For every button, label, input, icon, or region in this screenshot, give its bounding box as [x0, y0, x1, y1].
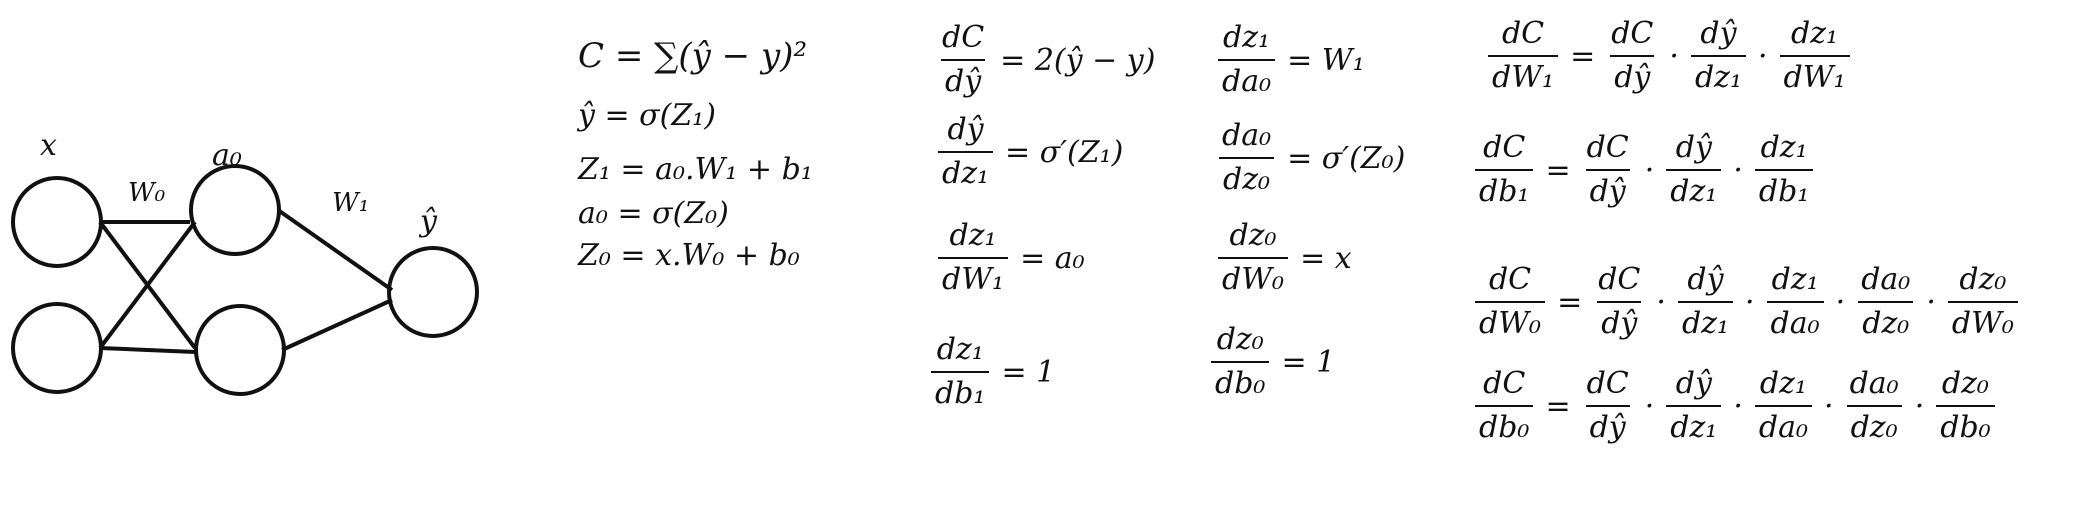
fraction-numerator: dC	[942, 20, 985, 55]
edge-x2-h2	[100, 348, 195, 352]
deriv-rhs: = σ′(Z₀)	[1287, 140, 1406, 176]
equals-sign: =	[1557, 284, 1583, 320]
fraction-denominator: db₁	[1755, 169, 1813, 210]
fraction	[1218, 118, 1275, 198]
chain-lhs-fraction	[1475, 130, 1533, 210]
fraction-denominator: dW₁	[1780, 55, 1850, 96]
chain-factor-fraction	[1755, 366, 1812, 446]
fraction-denominator: dz₀	[1858, 301, 1913, 342]
fraction-numerator: dz₁	[949, 218, 997, 253]
fraction-numerator: dz₀	[1216, 322, 1264, 357]
chain-factor-fraction	[1948, 262, 2018, 342]
deriv-dz1-db1	[928, 332, 1064, 412]
fraction-numerator: dŷ	[1675, 366, 1712, 401]
fraction-numerator: dŷ	[1687, 262, 1724, 297]
fraction-numerator: dz₁	[1223, 20, 1271, 55]
fraction-denominator: dŷ	[1586, 405, 1630, 446]
fraction-numerator: dC	[1483, 130, 1526, 165]
equals-sign: =	[1570, 38, 1596, 74]
input-node-2	[13, 304, 101, 392]
definition-cost: C = ∑(ŷ − y)²	[578, 36, 808, 76]
fraction	[1211, 322, 1269, 402]
fraction-denominator: dz₁	[938, 151, 993, 192]
chain-factor-fraction	[1767, 262, 1824, 342]
fraction-numerator: dC	[1488, 262, 1532, 297]
fraction-denominator: dW₀	[1218, 257, 1288, 298]
input-node-1	[13, 178, 101, 266]
input-label: x	[40, 128, 57, 163]
chain-factor-fraction	[1594, 262, 1644, 342]
fraction-numerator: dz₀	[1941, 366, 1989, 401]
chain-factor-fraction	[1583, 366, 1633, 446]
chain-lhs-fraction	[1475, 262, 1545, 342]
multiply-dot: ·	[1757, 38, 1768, 74]
multiply-dot: ·	[1644, 388, 1655, 424]
multiply-dot: ·	[1914, 388, 1925, 424]
fraction-numerator: dŷ	[1700, 16, 1737, 51]
fraction-denominator: dW₁	[938, 257, 1008, 298]
fraction-numerator: dC	[1586, 130, 1629, 165]
edge-h1-out	[278, 210, 392, 290]
fraction-numerator: dŷ	[1675, 130, 1712, 165]
fraction-denominator: dŷ	[1610, 55, 1654, 96]
chain-factor-fraction	[1583, 130, 1633, 210]
fraction-denominator: dŷ	[1586, 169, 1630, 210]
fraction-numerator: da₀	[1222, 118, 1272, 153]
chain-factor-fraction	[1936, 366, 1994, 446]
fraction	[938, 112, 993, 192]
deriv-rhs: = σ′(Z₁)	[1005, 134, 1124, 170]
chain-factor-fraction	[1846, 366, 1903, 446]
fraction-denominator: da₀	[1755, 405, 1812, 446]
fraction-numerator: dz₁	[1759, 366, 1807, 401]
equals-sign: =	[1545, 152, 1571, 188]
chain-factor-fraction	[1691, 16, 1746, 96]
deriv-dz0-db0	[1208, 322, 1344, 402]
fraction-numerator: dz₁	[1771, 262, 1819, 297]
fraction-numerator: dz₁	[1760, 130, 1808, 165]
multiply-dot: ·	[1744, 284, 1755, 320]
fraction-numerator: dz₁	[1791, 16, 1839, 51]
deriv-dc-dyhat	[935, 20, 1164, 100]
fraction-denominator: dŷ	[1597, 301, 1641, 342]
fraction-denominator: dz₁	[1691, 55, 1746, 96]
fraction	[931, 332, 989, 412]
fraction-denominator: dŷ	[941, 59, 985, 100]
fraction-denominator: dW₁	[1488, 55, 1558, 96]
multiply-dot: ·	[1644, 152, 1655, 188]
fraction-denominator: db₁	[1475, 169, 1533, 210]
fraction-numerator: dC	[1598, 262, 1641, 297]
fraction-denominator: dz₁	[1666, 169, 1721, 210]
fraction-numerator: dz₁	[936, 332, 984, 367]
equals-sign: =	[1545, 388, 1571, 424]
fraction-numerator: dŷ	[947, 112, 984, 147]
fraction	[1218, 218, 1288, 298]
deriv-dz1-da0	[1215, 20, 1374, 100]
fraction-numerator: da₀	[1861, 262, 1911, 297]
fraction-denominator: da₀	[1218, 59, 1275, 100]
fraction-denominator: dz₀	[1219, 157, 1274, 198]
chain-rule-dc-dw1	[1485, 16, 1853, 96]
deriv-dz1-dw1	[935, 218, 1094, 298]
w0-label: W₀	[128, 178, 166, 208]
fraction-denominator: dz₀	[1847, 405, 1902, 446]
fraction-numerator: dz₀	[1959, 262, 2007, 297]
deriv-rhs: = 1	[1281, 344, 1336, 380]
chain-rule-dc-db0	[1472, 366, 1998, 446]
fraction-denominator: dz₁	[1678, 301, 1733, 342]
output-node	[389, 248, 477, 336]
edge-h2-out	[282, 300, 392, 350]
hidden-label: a₀	[212, 138, 242, 173]
fraction-denominator: db₁	[931, 371, 989, 412]
chain-rule-dc-db1	[1472, 130, 1816, 210]
output-label: ŷ	[420, 204, 437, 239]
fraction-denominator: dz₁	[1666, 405, 1721, 446]
fraction-numerator: dC	[1611, 16, 1654, 51]
chain-factor-fraction	[1857, 262, 1914, 342]
deriv-rhs: = x	[1300, 240, 1352, 276]
chain-factor-fraction	[1755, 130, 1813, 210]
multiply-dot: ·	[1824, 388, 1834, 424]
deriv-rhs: = a₀	[1020, 240, 1085, 276]
deriv-da0-dz0	[1215, 118, 1414, 198]
definition-a0: a₀ = σ(Z₀)	[578, 196, 729, 231]
fraction-denominator: da₀	[1767, 301, 1824, 342]
hidden-node-2	[196, 306, 284, 394]
chain-lhs-fraction	[1488, 16, 1558, 96]
w1-label: W₁	[332, 188, 370, 218]
fraction-denominator: db₀	[1211, 361, 1269, 402]
multiply-dot: ·	[1926, 284, 1936, 320]
deriv-dz0-dw0	[1215, 218, 1361, 298]
deriv-rhs: = 2(ŷ − y)	[1000, 42, 1156, 78]
fraction	[938, 20, 988, 100]
fraction	[938, 218, 1008, 298]
fraction	[1218, 20, 1275, 100]
chain-factor-fraction	[1607, 16, 1657, 96]
multiply-dot: ·	[1733, 152, 1743, 188]
chain-factor-fraction	[1678, 262, 1733, 342]
fraction-numerator: da₀	[1849, 366, 1899, 401]
multiply-dot: ·	[1656, 284, 1666, 320]
multiply-dot: ·	[1669, 38, 1679, 74]
definition-z0: Z₀ = x.W₀ + b₀	[578, 238, 800, 273]
deriv-rhs: = W₁	[1287, 42, 1365, 78]
definition-z1: Z₁ = a₀.W₁ + b₁	[578, 152, 813, 187]
chain-factor-fraction	[1780, 16, 1850, 96]
fraction-denominator: db₀	[1936, 405, 1994, 446]
fraction-numerator: dz₀	[1229, 218, 1277, 253]
definition-yhat: ŷ = σ(Z₁)	[578, 98, 716, 133]
fraction-denominator: dW₀	[1475, 301, 1545, 342]
fraction-denominator: dW₀	[1948, 301, 2018, 342]
chain-factor-fraction	[1666, 130, 1721, 210]
chain-factor-fraction	[1666, 366, 1721, 446]
multiply-dot: ·	[1733, 388, 1743, 424]
multiply-dot: ·	[1835, 284, 1846, 320]
chain-rule-dc-dw0	[1472, 262, 2021, 342]
deriv-rhs: = 1	[1001, 354, 1056, 390]
fraction-numerator: dC	[1586, 366, 1629, 401]
fraction-numerator: dC	[1483, 366, 1526, 401]
deriv-dyhat-dz1	[935, 112, 1132, 192]
hidden-node-1	[191, 166, 279, 254]
fraction-denominator: db₀	[1475, 405, 1533, 446]
fraction-numerator: dC	[1501, 16, 1545, 51]
chain-lhs-fraction	[1475, 366, 1533, 446]
